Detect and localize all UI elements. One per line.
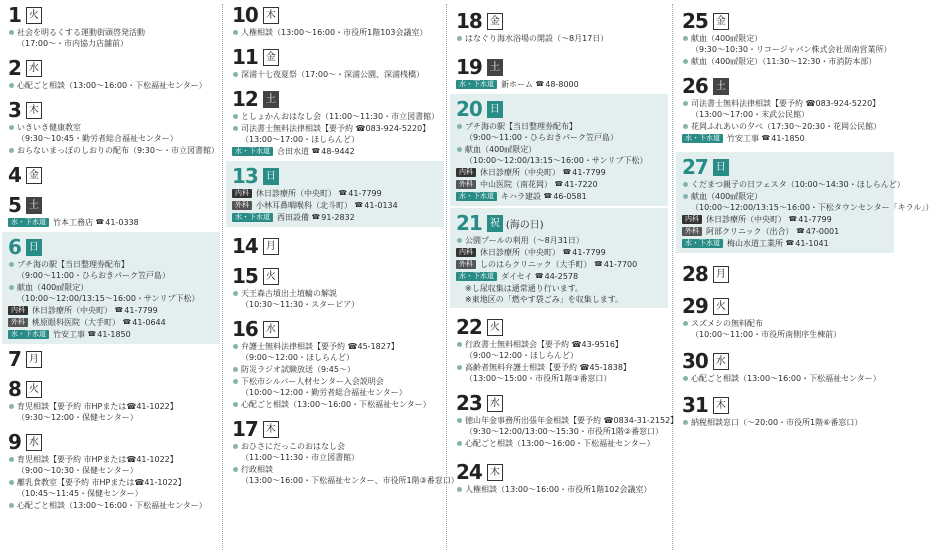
weekday-badge: 水 [487,395,503,412]
bullet-icon [683,420,688,425]
day-number: 7 [8,347,21,371]
bullet-icon [457,418,462,423]
day-28 [676,253,894,289]
water-duty-row: 水・下水道 西田設備 ☎ 91-2832 [232,212,440,223]
bullet-icon [683,36,688,41]
weekday-badge: 木 [713,397,729,414]
day-number: 26 [682,74,708,98]
day-number: 11 [232,45,258,69]
bullet-icon [233,402,238,407]
event-item: 司法書士無料法律相談【要予約 ☎083-924-5220】 （13:00～17:00・末武公民館） [682,98,890,120]
day-14 [226,227,444,261]
day-17 [226,414,459,490]
bullet-icon [233,30,238,35]
event-item: 人権相談（13:00～16:00・市役所1階102会議室） [456,484,664,495]
event-item: 心配ごと相談（13:00～16:00・下松福祉センター） [8,80,216,91]
event-item: 行政書士無料相談会【要予約 ☎43-9516】 （9:00～12:00・ほしらんど） [456,339,664,361]
phone-icon: ☎ [796,227,805,235]
column-divider [672,4,673,550]
event-item: 高齢者無料弁護士相談【要予約 ☎45-1838】 （13:00～15:00・市役所1階③番窓口） [456,362,664,384]
day-number: 22 [456,315,482,339]
weekday-badge: 金 [487,13,503,30]
weekday-badge: 土 [263,91,279,108]
event-item: プチ海の駅【当日整理券配布】 （9:00～11:00・ひらおきパーク笠戸島） [456,121,664,143]
event-item: 献血（400㎖限定） （9:30～10:30・リコージャパン株式会社周南営業所） [682,33,890,55]
phone-icon: ☎ [311,147,321,155]
weekday-badge: 日 [263,168,279,185]
bullet-icon [683,182,688,187]
day-25 [676,0,894,71]
day-number: 16 [232,317,258,341]
bullet-icon [233,467,238,472]
clinic-row: 外科 しのはらクリニック（大手町） ☎ 41-7700 [456,259,664,270]
bullet-icon [233,114,238,119]
bullet-icon [9,262,14,267]
holiday-name: (海の日) [505,219,544,231]
day-number: 9 [8,430,21,454]
event-item: 育児相談【要予約 市HPまたは☎41-1022】 （9:30～12:00・保健センター） [8,401,216,423]
event-item: 心配ごと相談（13:00～16:00・下松福祉センター） [682,373,890,384]
bullet-icon [9,480,14,485]
day-number: 21 [456,211,482,235]
day-number: 24 [456,460,482,484]
event-item: 下松市シルバー人材センター入会説明会 （10:00～12:00・勤労者総合福祉センター） [232,376,440,398]
day-number: 25 [682,9,708,33]
clinic-row: 外科 中山医院（南花岡） ☎ 41-7220 [456,179,664,190]
bullet-icon [683,59,688,64]
event-item: 防災ラジオ試験放送（9:45～） [232,364,440,375]
event-item: 司法書士無料法律相談【要予約 ☎083-924-5220】 （13:00～17:00・ほしらんど） [232,123,440,145]
day-22 [450,308,668,388]
day-5 [2,190,220,232]
weekday-badge: 水 [263,321,279,338]
column-divider [222,4,223,550]
weekday-badge: 日 [713,159,729,176]
weekday-badge: 月 [713,266,729,283]
day-8 [2,374,220,427]
day-number: 20 [456,97,482,121]
weekday-badge: 金 [713,13,729,30]
day-29 [676,289,894,344]
day-number: 12 [232,87,258,111]
event-item: おらないまっぽのしおりの配布（9:30～・市立図書館） [8,145,216,156]
day-number: 10 [232,3,258,27]
phone-icon: ☎ [788,215,798,223]
event-item: 献血（400㎖限定）（11:30～12:30・市消防本部） [682,56,890,67]
event-item: 社会を明るくする運動街頭啓発活動 （17:00～・市内協力店舗前） [8,27,216,49]
calendar-column-3 [450,0,679,554]
event-item: としょかんおはなし会（11:00～11:30・市立図書館） [232,111,440,122]
event-item: 心配ごと相談（13:00～16:00・下松福祉センター） [456,438,664,449]
day-number: 8 [8,377,21,401]
water-duty-row: 水・下水道 梅山水道工業所 ☎ 41-1041 [682,238,890,249]
weekday-badge: 火 [487,319,503,336]
weekday-badge: 金 [26,167,42,184]
event-item: 献血（400㎖限定） （10:00～12:00/13:15～16:00・サンリブ下松） [8,282,216,304]
event-item: 育児相談【要予約 市HPまたは☎41-1022】 （9:00～10:30・保健センター） [8,454,216,476]
water-duty-row: 水・下水道 新ホーム ☎ 48-8000 [456,79,664,90]
water-duty-row: 水・下水道 竹本工務店 ☎ 41-0338 [8,217,216,228]
bullet-icon [457,365,462,370]
phone-icon: ☎ [87,330,97,338]
day-19 [450,48,668,94]
day-30 [676,344,894,388]
bullet-icon [683,321,688,326]
event-item: 離乳食教室【要予約 市HPまたは☎41-1022】 （10:45～11:45・保健センター） [8,477,216,499]
day-1 [2,0,220,53]
day-9 [2,427,220,515]
day-3 [2,95,220,160]
bullet-icon [233,444,238,449]
bullet-icon [9,83,14,88]
calendar-column-4 [676,0,933,554]
phone-icon: ☎ [122,318,132,326]
day-number: 29 [682,294,708,318]
event-item: プチ海の駅【当日整理券配布】 （9:00～11:00・ひらおきパーク笠戸島） [8,259,216,281]
day-27 [676,152,933,253]
day-number: 4 [8,163,21,187]
event-item: 行政相談 （13:00～16:00・下松福祉センター、市役所1階③番窓口） [232,464,440,486]
bullet-icon [9,457,14,462]
phone-icon: ☎ [562,168,572,176]
day-number: 15 [232,264,258,288]
day-24 [450,453,668,499]
weekday-badge: 土 [26,197,42,214]
weekday-badge: 土 [487,59,503,76]
bullet-icon [9,125,14,130]
day-number: 28 [682,262,708,286]
bullet-icon [233,126,238,131]
water-duty-row: 水・下水道 キハラ建設 ☎ 46-0581 [456,191,664,202]
weekday-badge: 火 [26,7,42,24]
day-number: 2 [8,56,21,80]
clinic-row: 外科 小林耳鼻咽喉科（北斗町） ☎ 41-0134 [232,200,440,211]
bullet-icon [233,367,238,372]
phone-icon: ☎ [95,218,105,226]
clinic-row: 内科 休日診療所（中央町） ☎ 41-7799 [456,167,664,178]
day-number: 1 [8,3,21,27]
weekday-badge: 水 [26,60,42,77]
event-item: いきいき健康教室 （9:30～10:45・勤労者総合福祉センター） [8,122,216,144]
phone-icon: ☎ [554,180,564,188]
bullet-icon [233,291,238,296]
bullet-icon [233,379,238,384]
bullet-icon [9,148,14,153]
event-item: 人権相談（13:00～16:00・市役所1階103会議室） [232,27,440,38]
day-number: 23 [456,391,482,415]
weekday-badge: 木 [26,102,42,119]
event-item: 心配ごと相談（13:00～16:00・下松福祉センター） [8,500,216,511]
clinic-row: 外科 阿部クリニック（出合） ☎ 47-0001 [682,226,890,237]
event-item: 深浦十七夜夏祭（17:00～・深浦公園、深浦桟橋） [232,69,440,80]
day-number: 18 [456,9,482,33]
phone-icon: ☎ [594,260,603,268]
weekday-badge: 火 [713,298,729,315]
phone-icon: ☎ [311,213,321,221]
phone-icon: ☎ [354,201,364,209]
clinic-row: 内科 休日診療所（中央町） ☎ 41-7799 [8,305,216,316]
day-10 [226,0,444,42]
phone-icon: ☎ [338,189,348,197]
bullet-icon [9,30,14,35]
phone-icon: ☎ [785,239,795,247]
water-duty-row: 水・下水道 竹安工事 ☎ 41-1850 [8,329,216,340]
day-13 [226,161,444,227]
phone-icon: ☎ [534,272,544,280]
weekday-badge: 金 [263,49,279,66]
day-20 [450,94,668,206]
day-26 [676,71,894,148]
day-number: 13 [232,164,258,188]
day-18 [450,0,668,48]
event-item: くだまつ親子の日フェスタ（10:00～14:30・ほしらんど） [682,179,890,190]
day-number: 17 [232,417,258,441]
day-number: 31 [682,393,708,417]
weekday-badge: 土 [713,78,729,95]
bullet-icon [457,342,462,347]
clinic-row: 内科 休日診療所（中央町） ☎ 41-7799 [232,188,440,199]
weekday-badge: 月 [263,238,279,255]
day-number: 19 [456,55,482,79]
event-item: 弁護士無料法律相談【要予約 ☎45-1827】 （9:00～12:00・ほしらんど） [232,341,440,363]
day-number: 6 [8,235,21,259]
day-number: 3 [8,98,21,122]
day-4 [2,160,220,190]
weekday-badge: 祝 [487,215,503,232]
bullet-icon [9,404,14,409]
day-23 [450,388,679,453]
day-7 [2,344,220,374]
day-12 [226,84,444,161]
event-item: はなぐり海水浴場の開設（～8月17日） [456,33,664,44]
water-duty-row: 水・下水道 合田水道 ☎ 48-9442 [232,146,440,157]
event-item: 公園プールの利用（～8月31日） [456,235,664,246]
day-15 [226,261,444,314]
weekday-badge: 火 [263,268,279,285]
event-item: 心配ごと相談（13:00～16:00・下松福祉センター） [232,399,440,410]
bullet-icon [9,503,14,508]
day-16 [226,314,444,414]
bullet-icon [457,487,462,492]
day-2 [2,53,220,95]
event-item: 献血（400㎖限定） （10:00～12:00/13:15～16:00・下松タウンセンター「キラル」） [682,191,890,213]
day-6 [2,232,220,344]
calendar-column-2 [226,0,459,554]
bullet-icon [233,344,238,349]
clinic-row: 内科 休日診療所（中央町） ☎ 41-7799 [456,247,664,258]
day-11 [226,42,444,84]
weekday-badge: 月 [26,351,42,368]
bullet-icon [457,441,462,446]
bullet-icon [683,194,688,199]
note-text: ※東地区の「燃やす袋ごみ」を収集します。 [465,295,624,304]
event-item: 献血（400㎖限定） （10:00～12:00/13:15～16:00・サンリブ下松） [456,144,664,166]
day-number: 30 [682,349,708,373]
day-number: 5 [8,193,21,217]
bullet-icon [457,147,462,152]
phone-icon: ☎ [761,134,771,142]
weekday-badge: 日 [487,101,503,118]
weekday-badge: 火 [26,381,42,398]
bullet-icon [683,101,688,106]
water-duty-row: 水・下水道 ダイセイ ☎ 44-2578 [456,271,664,282]
bullet-icon [9,285,14,290]
event-item: 天王森古墳出土埴輪の解説 （10:30～11:30・スターピア） [232,288,440,310]
weekday-badge: 水 [26,434,42,451]
event-item: スズメシの無料配布 （10:00～11:00・市役所南側序生棟前） [682,318,890,340]
event-item: おひさにだっこのおはなし会 （11:00～11:30・市立図書館） [232,441,440,463]
day-number: 14 [232,234,258,258]
clinic-row: 内科 休日診療所（中央町） ☎ 41-7799 [682,214,890,225]
clinic-row: 外科 桃原眼科医院（大手町） ☎ 41-0644 [8,317,216,328]
weekday-badge: 日 [26,239,42,256]
bullet-icon [457,124,462,129]
water-duty-row: 水・下水道 竹安工事 ☎ 41-1850 [682,133,890,144]
bullet-icon [683,124,688,129]
weekday-badge: 木 [263,7,279,24]
phone-icon: ☎ [543,192,553,200]
day-31 [676,388,894,432]
day-21 [450,208,668,308]
weekday-badge: 水 [713,353,729,370]
calendar-column-1 [2,0,220,554]
event-item: 徳山年金事務所出張年金相談【要予約 ☎0834-31-2152】 （9:30～12:00/13:00～15:30・市役所1階②番窓口） [456,415,664,437]
bullet-icon [457,36,462,41]
event-item: 花岡ふれあいの夕べ（17:30～20:30・花岡公民館） [682,121,890,132]
weekday-badge: 木 [263,421,279,438]
bullet-icon [683,376,688,381]
phone-icon: ☎ [114,306,124,314]
phone-icon: ☎ [562,248,572,256]
day-number: 27 [682,155,708,179]
event-item: 納税相談窓口（～20:00・市役所1階⑥番窓口） [682,417,890,428]
phone-icon: ☎ [535,80,545,88]
column-divider [446,4,447,550]
weekday-badge: 木 [487,464,503,481]
bullet-icon [233,72,238,77]
bullet-icon [457,238,462,243]
note-text: ※し尿収集は通常通り行います。 [465,284,584,293]
